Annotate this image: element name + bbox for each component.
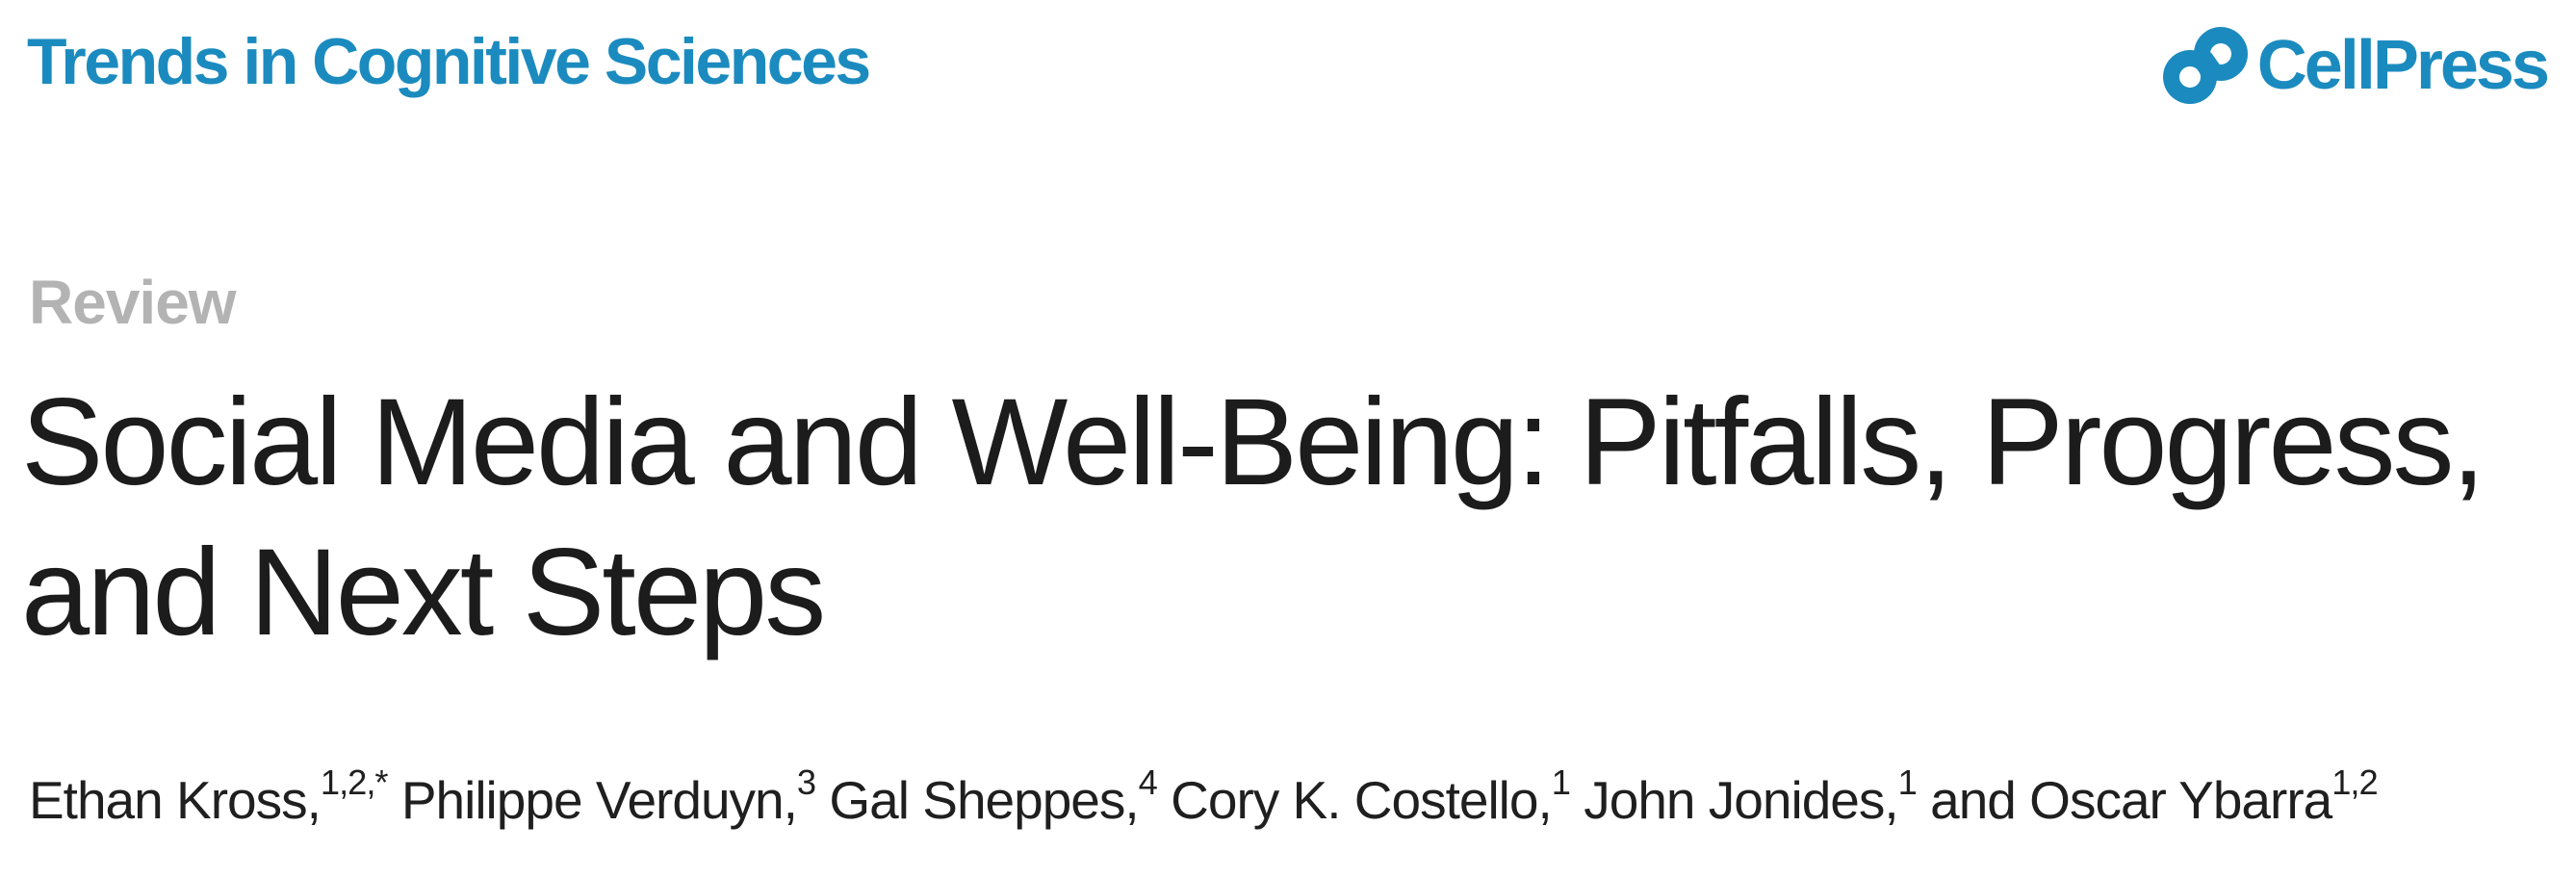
author-affiliation: 1 [1551, 762, 1570, 803]
publisher-logo [2161, 23, 2547, 108]
author-affiliation: 3 [796, 762, 816, 803]
author-affiliation: 4 [1138, 762, 1157, 803]
author-name: Ethan Kross, [29, 770, 321, 830]
author-affiliation: 1,2 [2331, 762, 2378, 803]
author-name: John Jonides, [1584, 770, 1898, 830]
author-list [29, 762, 2378, 832]
article-type-label: Review [29, 268, 236, 337]
journal-title: Trends in Cognitive Sciences [27, 25, 869, 98]
logo-wordmark: CellPress [2256, 27, 2547, 104]
author-affiliation: 1,2,* [320, 762, 388, 803]
author-name: Cory K. Costello, [1171, 770, 1552, 830]
author-name: Gal Sheppes, [829, 770, 1139, 830]
author-name: Philippe Verduyn, [400, 770, 797, 830]
author-affiliation: 1 [1897, 762, 1917, 803]
cellpress-logo-icon [2161, 23, 2254, 108]
author-name: and Oscar Ybarra [1930, 770, 2332, 830]
article-title: Social Media and Well-Being: Pitfalls, Progress, and Next Steps [21, 374, 2484, 661]
